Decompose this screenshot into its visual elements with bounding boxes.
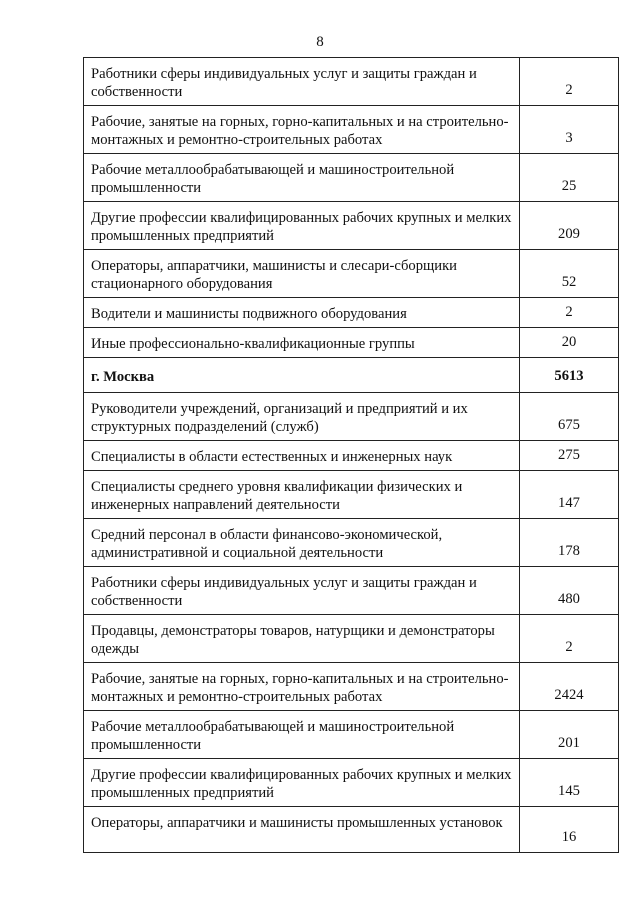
row-label: Операторы, аппаратчики и машинисты промышленных установок <box>84 807 520 853</box>
row-value: 178 <box>520 519 619 567</box>
table-row <box>84 58 619 106</box>
row-value: 147 <box>520 471 619 519</box>
row-value: 2 <box>520 58 619 106</box>
table-row <box>84 759 619 807</box>
row-value: 20 <box>520 328 619 358</box>
table-body <box>84 58 619 853</box>
row-label: Водители и машинисты подвижного оборудования <box>84 298 520 328</box>
row-value: 209 <box>520 202 619 250</box>
table-row <box>84 393 619 441</box>
row-label: Иные профессионально-квалификационные группы <box>84 328 520 358</box>
row-label: Рабочие металлообрабатывающей и машиностроительной промышленности <box>84 154 520 202</box>
row-label: г. Москва <box>84 358 520 393</box>
row-label: Продавцы, демонстраторы товаров, натурщики и демонстраторы одежды <box>84 615 520 663</box>
table-row <box>84 663 619 711</box>
row-label: Другие профессии квалифицированных рабочих крупных и мелких промышленных предприятий <box>84 759 520 807</box>
row-value: 25 <box>520 154 619 202</box>
row-label: Другие профессии квалифицированных рабочих крупных и мелких промышленных предприятий <box>84 202 520 250</box>
table-row <box>84 202 619 250</box>
table-row <box>84 711 619 759</box>
row-value: 2424 <box>520 663 619 711</box>
page-number: 8 <box>316 34 324 50</box>
table-row <box>84 567 619 615</box>
row-value: 2 <box>520 615 619 663</box>
table-row <box>84 471 619 519</box>
row-label: Средний персонал в области финансово-экономической, административной и социальной деятельности <box>84 519 520 567</box>
row-value: 145 <box>520 759 619 807</box>
table-row <box>84 519 619 567</box>
row-value: 3 <box>520 106 619 154</box>
row-label: Рабочие металлообрабатывающей и машиностроительной промышленности <box>84 711 520 759</box>
table-row <box>84 298 619 328</box>
table-row <box>84 106 619 154</box>
row-value: 52 <box>520 250 619 298</box>
table-row <box>84 807 619 853</box>
row-value: 480 <box>520 567 619 615</box>
statistics-table <box>83 57 619 853</box>
row-label: Операторы, аппаратчики, машинисты и слесари-сборщики стационарного оборудования <box>84 250 520 298</box>
table-row <box>84 615 619 663</box>
region-row <box>84 358 619 393</box>
table-row <box>84 154 619 202</box>
row-label: Руководители учреждений, организаций и предприятий и их структурных подразделений (служб) <box>84 393 520 441</box>
row-value: 675 <box>520 393 619 441</box>
table-row <box>84 250 619 298</box>
row-label: Специалисты в области естественных и инженерных наук <box>84 441 520 471</box>
row-label: Рабочие, занятые на горных, горно-капитальных и на строительно-монтажных и ремонтно-строительных работах <box>84 663 520 711</box>
row-label: Работники сферы индивидуальных услуг и защиты граждан и собственности <box>84 567 520 615</box>
row-label: Специалисты среднего уровня квалификации физических и инженерных направлений деятельности <box>84 471 520 519</box>
row-value: 201 <box>520 711 619 759</box>
table-row <box>84 328 619 358</box>
table-row <box>84 441 619 471</box>
row-value: 2 <box>520 298 619 328</box>
row-value: 5613 <box>520 358 619 393</box>
row-label: Рабочие, занятые на горных, горно-капитальных и на строительно-монтажных и ремонтно-строительных работах <box>84 106 520 154</box>
row-value: 275 <box>520 441 619 471</box>
row-value: 16 <box>520 807 619 853</box>
row-label: Работники сферы индивидуальных услуг и защиты граждан и собственности <box>84 58 520 106</box>
